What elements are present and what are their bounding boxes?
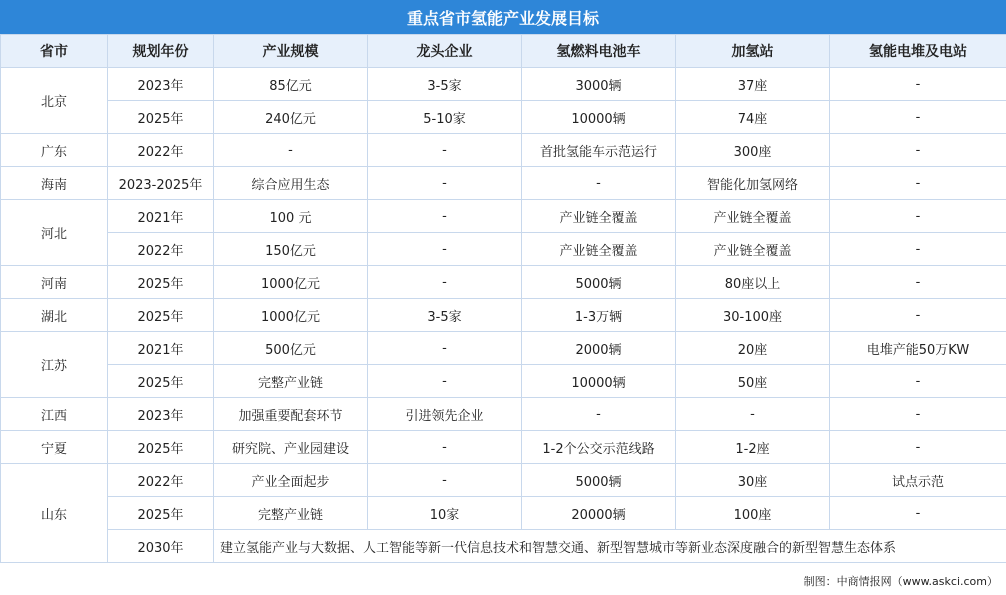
stack-cell: -: [830, 431, 1006, 464]
leader-cell: 引进领先企业: [368, 398, 522, 431]
table-row: [1, 398, 1006, 431]
header-scale: 产业规模: [214, 35, 368, 68]
leader-cell: 3-5家: [368, 299, 522, 332]
table-row: [1, 167, 1006, 200]
fcv-cell: 3000辆: [522, 68, 676, 101]
scale-cell: 500亿元: [214, 332, 368, 365]
leader-cell: 3-5家: [368, 68, 522, 101]
year-cell: 2023-2025年: [108, 167, 214, 200]
station-cell: 产业链全覆盖: [676, 200, 830, 233]
header-station: 加氢站: [676, 35, 830, 68]
province-cell: 河北: [1, 200, 108, 266]
scale-cell: 85亿元: [214, 68, 368, 101]
year-cell: 2025年: [108, 431, 214, 464]
year-cell: 2022年: [108, 464, 214, 497]
stack-cell: -: [830, 68, 1006, 101]
year-cell: 2025年: [108, 299, 214, 332]
fcv-cell: -: [522, 398, 676, 431]
province-cell: 湖北: [1, 299, 108, 332]
scale-cell: 加强重要配套环节: [214, 398, 368, 431]
header-leader: 龙头企业: [368, 35, 522, 68]
scale-cell: 研究院、产业园建设: [214, 431, 368, 464]
province-cell: 北京: [1, 68, 108, 134]
fcv-cell: 产业链全覆盖: [522, 200, 676, 233]
fcv-cell: 首批氢能车示范运行: [522, 134, 676, 167]
table-row: [1, 530, 1006, 563]
table-title: 重点省市氢能产业发展目标: [0, 0, 1006, 34]
station-cell: 30座: [676, 464, 830, 497]
leader-cell: -: [368, 266, 522, 299]
station-cell: 37座: [676, 68, 830, 101]
scale-cell: 完整产业链: [214, 497, 368, 530]
table-row: [1, 332, 1006, 365]
year-cell: 2021年: [108, 200, 214, 233]
station-cell: 20座: [676, 332, 830, 365]
province-cell: 广东: [1, 134, 108, 167]
station-cell: 50座: [676, 365, 830, 398]
scale-cell: 100 元: [214, 200, 368, 233]
province-cell: 宁夏: [1, 431, 108, 464]
year-cell: 2025年: [108, 101, 214, 134]
year-cell: 2025年: [108, 365, 214, 398]
stack-cell: 电堆产能50万KW: [830, 332, 1006, 365]
year-cell: 2023年: [108, 68, 214, 101]
table-row: [1, 233, 1006, 266]
table-row: [1, 266, 1006, 299]
province-cell: 海南: [1, 167, 108, 200]
station-cell: 300座: [676, 134, 830, 167]
fcv-cell: 1-2个公交示范线路: [522, 431, 676, 464]
stack-cell: -: [830, 233, 1006, 266]
stack-cell: -: [830, 398, 1006, 431]
province-cell: 山东: [1, 464, 108, 563]
leader-cell: -: [368, 233, 522, 266]
province-cell: 江西: [1, 398, 108, 431]
header-year: 规划年份: [108, 35, 214, 68]
stack-cell: 试点示范: [830, 464, 1006, 497]
leader-cell: 10家: [368, 497, 522, 530]
stack-cell: -: [830, 134, 1006, 167]
leader-cell: -: [368, 332, 522, 365]
vision-2030-cell: 建立氢能产业与大数据、人工智能等新一代信息技术和智慧交通、新型智慧城市等新业态深度融合的新型智慧生态体系: [214, 530, 1006, 563]
header-stack: 氢能电堆及电站: [830, 35, 1006, 68]
station-cell: 产业链全覆盖: [676, 233, 830, 266]
fcv-cell: 5000辆: [522, 464, 676, 497]
station-cell: 智能化加氢网络: [676, 167, 830, 200]
province-cell: 江苏: [1, 332, 108, 398]
table-row: [1, 134, 1006, 167]
scale-cell: 产业全面起步: [214, 464, 368, 497]
header-fcv: 氢燃料电池车: [522, 35, 676, 68]
leader-cell: -: [368, 365, 522, 398]
scale-cell: 150亿元: [214, 233, 368, 266]
table-row: [1, 299, 1006, 332]
station-cell: 74座: [676, 101, 830, 134]
year-cell: 2022年: [108, 233, 214, 266]
leader-cell: -: [368, 134, 522, 167]
station-cell: 80座以上: [676, 266, 830, 299]
station-cell: 1-2座: [676, 431, 830, 464]
scale-cell: 1000亿元: [214, 299, 368, 332]
scale-cell: 综合应用生态: [214, 167, 368, 200]
stack-cell: -: [830, 101, 1006, 134]
table-row: [1, 464, 1006, 497]
fcv-cell: 10000辆: [522, 365, 676, 398]
fcv-cell: 产业链全覆盖: [522, 233, 676, 266]
table-row: [1, 68, 1006, 101]
stack-cell: -: [830, 299, 1006, 332]
scale-cell: 240亿元: [214, 101, 368, 134]
station-cell: 30-100座: [676, 299, 830, 332]
fcv-cell: 2000辆: [522, 332, 676, 365]
table-row: [1, 200, 1006, 233]
table-row: [1, 365, 1006, 398]
year-cell: 2022年: [108, 134, 214, 167]
year-cell: 2025年: [108, 497, 214, 530]
fcv-cell: 10000辆: [522, 101, 676, 134]
stack-cell: -: [830, 497, 1006, 530]
stack-cell: -: [830, 167, 1006, 200]
leader-cell: -: [368, 431, 522, 464]
source-credit: 制图：中商情报网（www.askci.com）: [803, 575, 998, 588]
hydrogen-targets-table: [0, 34, 1006, 563]
province-cell: 河南: [1, 266, 108, 299]
stack-cell: -: [830, 365, 1006, 398]
header-row: [1, 35, 1006, 68]
year-cell: 2025年: [108, 266, 214, 299]
station-cell: 100座: [676, 497, 830, 530]
leader-cell: -: [368, 200, 522, 233]
fcv-cell: -: [522, 167, 676, 200]
scale-cell: -: [214, 134, 368, 167]
leader-cell: -: [368, 464, 522, 497]
fcv-cell: 5000辆: [522, 266, 676, 299]
scale-cell: 1000亿元: [214, 266, 368, 299]
year-cell: 2021年: [108, 332, 214, 365]
table-row: [1, 101, 1006, 134]
stack-cell: -: [830, 200, 1006, 233]
leader-cell: 5-10家: [368, 101, 522, 134]
table-row: [1, 497, 1006, 530]
header-province: 省市: [1, 35, 108, 68]
leader-cell: -: [368, 167, 522, 200]
fcv-cell: 20000辆: [522, 497, 676, 530]
year-cell: 2030年: [108, 530, 214, 563]
station-cell: -: [676, 398, 830, 431]
stack-cell: -: [830, 266, 1006, 299]
fcv-cell: 1-3万辆: [522, 299, 676, 332]
table-row: [1, 431, 1006, 464]
year-cell: 2023年: [108, 398, 214, 431]
scale-cell: 完整产业链: [214, 365, 368, 398]
